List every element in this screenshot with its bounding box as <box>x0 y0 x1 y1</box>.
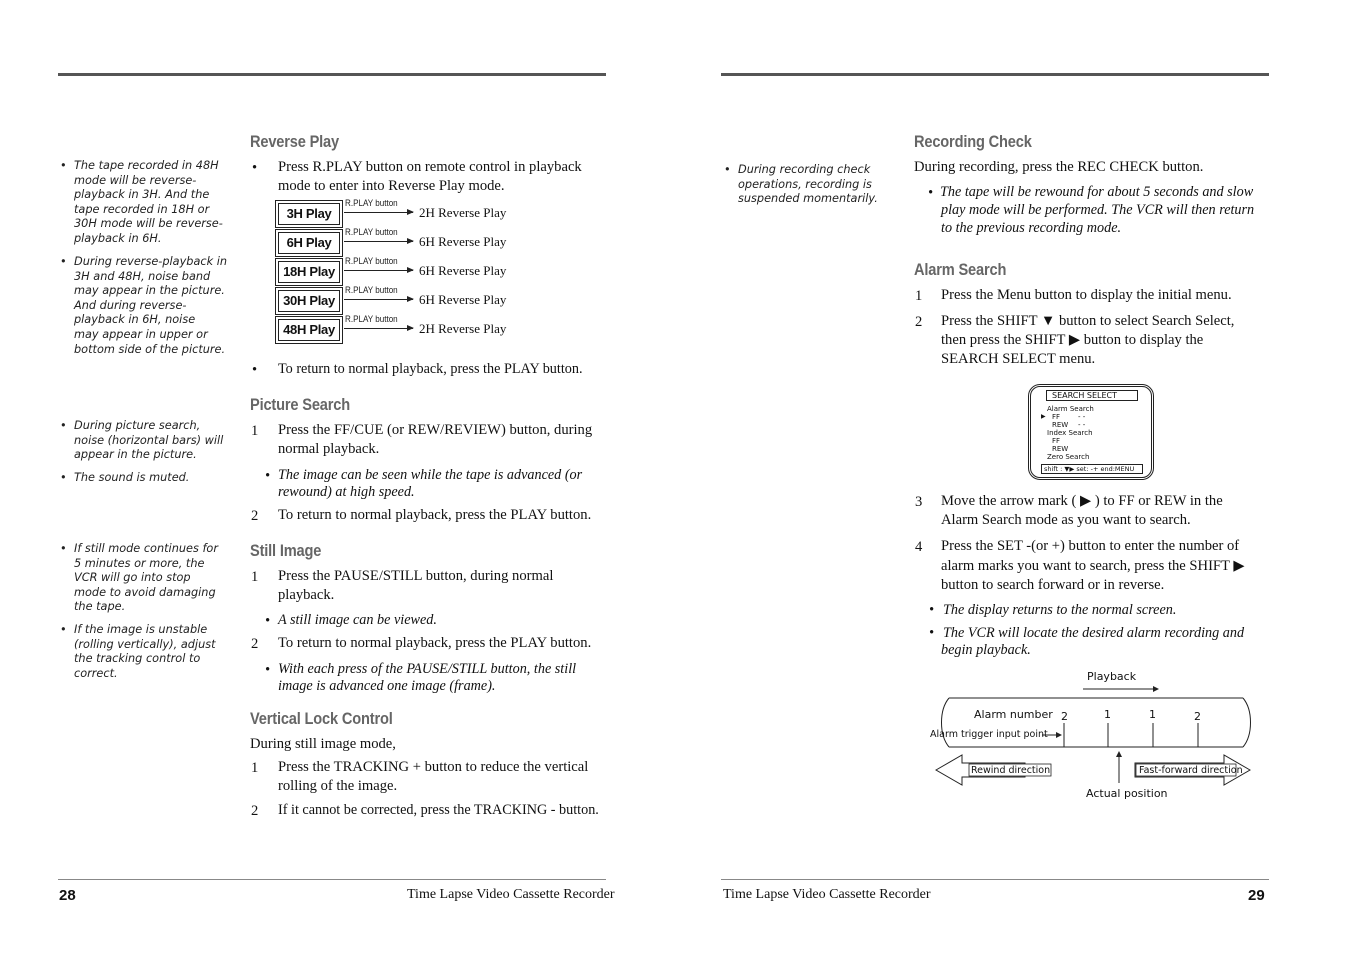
diagram-alarm-number-label: Alarm number <box>974 708 1053 721</box>
vertical-lock-intro: During still image mode, <box>250 736 396 752</box>
diagram-number: 1 <box>1104 708 1111 721</box>
reverse-play-result: 6H Reverse Play <box>419 263 507 278</box>
note-line: suspended momentarily. <box>738 192 878 206</box>
reverse-play-intro-line-2: mode to enter into Reverse Play mode. <box>278 178 505 194</box>
bullet: • <box>724 163 731 176</box>
step-number: 2 <box>251 803 259 819</box>
vertical-lock-heading: Vertical Lock Control <box>250 709 393 728</box>
note-line: During recording check <box>738 163 871 176</box>
note-line: VCR will go into stop <box>74 571 191 585</box>
sidebar-note <box>60 159 234 247</box>
picture-search-step2: To return to normal playback, press the PLAY button. <box>278 507 592 523</box>
note-line: bottom side of the picture. <box>74 342 226 356</box>
screen-title: SEARCH SELECT <box>1046 390 1138 401</box>
bullet: • <box>60 255 67 268</box>
arrow-right-icon <box>344 299 413 300</box>
note-line: may appear in the picture. <box>74 284 225 298</box>
note-line: During picture search, <box>74 419 201 432</box>
note-line: may appear in upper or <box>74 327 208 341</box>
right-top-rule <box>721 73 1269 76</box>
bullet: • <box>265 468 270 484</box>
reverse-play-result: 2H Reverse Play <box>419 321 507 336</box>
rplay-button-label: R.PLAY button <box>345 198 398 209</box>
vertical-lock-step1-line-2: rolling of the image. <box>278 778 398 794</box>
picture-search-heading: Picture Search <box>250 395 350 414</box>
page-number-right: 29 <box>1248 887 1265 904</box>
rplay-button-label: R.PLAY button <box>345 227 398 238</box>
step-number: 2 <box>251 636 259 652</box>
diagram-fast-forward-label: Fast-forward direction <box>1139 765 1243 776</box>
note-line: And during reverse- <box>74 298 187 312</box>
alarm-search-note2-line-2: begin playback. <box>941 642 1031 658</box>
reverse-play-result: 6H Reverse Play <box>419 292 507 307</box>
note-line: The tape recorded in 48H <box>74 159 219 172</box>
alarm-search-step3-line-2: Alarm Search mode as you want to search. <box>941 512 1191 528</box>
recording-check-note-line-1: The tape will be rewound for about 5 seconds and slow <box>940 184 1254 200</box>
diagram-actual-position-label: Actual position <box>1086 787 1168 800</box>
bullet: • <box>252 160 258 176</box>
sidebar-note <box>60 542 234 615</box>
rplay-button-label: R.PLAY button <box>345 256 398 267</box>
note-line: If still mode continues for <box>74 542 218 555</box>
step-number: 3 <box>915 494 923 510</box>
note-line: mode to avoid damaging <box>74 585 216 599</box>
diagram-number: 2 <box>1194 710 1201 723</box>
bullet: • <box>252 362 258 378</box>
alarm-search-step2-line-2: then press the SHIFT ▶ button to display the <box>941 332 1204 348</box>
reverse-play-result: 6H Reverse Play <box>419 234 507 249</box>
right-sidebar-note <box>724 163 888 207</box>
alarm-search-step2-line-1: Press the SHIFT ▼ button to select Search Select, <box>941 313 1235 329</box>
alarm-search-step4-line-3: button to search forward or in reverse. <box>941 577 1165 593</box>
screen-line: FF <box>1052 413 1061 421</box>
alarm-search-heading: Alarm Search <box>914 260 1007 279</box>
reverse-play-result: 2H Reverse Play <box>419 205 507 220</box>
diagram-playback-label: Playback <box>1087 670 1137 683</box>
reverse-play-intro-line-1: Press R.PLAY button on remote control in playback <box>278 159 582 175</box>
still-image-step2: To return to normal playback, press the PLAY button. <box>278 635 592 651</box>
screen-cursor-icon: ▶ <box>1041 413 1046 420</box>
alarm-search-step2-line-3: SEARCH SELECT menu. <box>941 351 1096 367</box>
left-top-rule <box>58 73 606 76</box>
picture-search-note-line-2: rewound) at high speed. <box>278 484 415 500</box>
alarm-search-step4-line-2: alarm marks you want to search, press the SHIFT ▶ <box>941 558 1245 574</box>
screen-line: REW <box>1052 445 1069 453</box>
alarm-search-step4-line-1: Press the SET -(or +) button to enter the number of <box>941 538 1240 554</box>
bullet: • <box>60 419 67 432</box>
vertical-lock-step1-line-1: Press the TRACKING + button to reduce the vertical <box>278 759 589 775</box>
rplay-button-label: R.PLAY button <box>345 314 398 325</box>
arrow-right-icon <box>344 212 413 213</box>
arrow-right-icon <box>344 270 413 271</box>
bullet: • <box>265 662 270 678</box>
play-mode-box: 18H Play <box>278 261 340 283</box>
screen-line: REW <box>1052 421 1069 429</box>
note-line: playback in 6H. <box>74 231 162 245</box>
note-line: During reverse-playback in <box>74 255 228 268</box>
step-number: 1 <box>251 760 259 776</box>
sidebar-note <box>60 471 234 486</box>
alarm-search-note2-line-1: The VCR will locate the desired alarm recording and <box>943 625 1245 641</box>
note-line: The sound is muted. <box>74 471 190 484</box>
note-line: 5 minutes or more, the <box>74 556 205 570</box>
note-line: the tracking control to <box>74 652 201 666</box>
diagram-rewind-label: Rewind direction <box>971 765 1051 776</box>
reverse-play-return-text: To return to normal playback, press the PLAY button. <box>278 361 583 377</box>
footer-title-right: Time Lapse Video Cassette Recorder <box>723 887 931 902</box>
diagram-number: 2 <box>1061 710 1068 723</box>
recording-check-note-line-2: play mode will be performed. The VCR will then return <box>941 202 1255 218</box>
note-line: mode will be reverse- <box>74 173 197 187</box>
bullet: • <box>929 625 934 641</box>
bullet: • <box>60 542 67 555</box>
bullet: • <box>928 185 933 201</box>
step-number: 1 <box>251 569 259 585</box>
recording-check-intro: During recording, press the REC CHECK button. <box>914 159 1204 175</box>
bullet: • <box>60 623 67 636</box>
still-image-note2-line-1: With each press of the PAUSE/STILL button, the still <box>278 661 577 677</box>
diagram-number: 1 <box>1149 708 1156 721</box>
diagram-trigger-label: Alarm trigger input point <box>930 729 1048 740</box>
footer-title-left: Time Lapse Video Cassette Recorder <box>407 887 615 902</box>
picture-search-step1-line-1: Press the FF/CUE (or REW/REVIEW) button, during <box>278 422 593 438</box>
still-image-note1: A still image can be viewed. <box>278 612 437 628</box>
screen-line: Zero Search <box>1047 453 1090 461</box>
right-bottom-rule <box>721 879 1269 880</box>
note-line: playback in 3H. And the <box>74 188 210 202</box>
sidebar-note <box>60 623 234 681</box>
sidebar-note <box>60 255 234 357</box>
note-line: correct. <box>74 666 118 680</box>
note-line: operations, recording is <box>738 177 872 191</box>
note-line: noise (horizontal bars) will <box>74 433 224 447</box>
screen-line: Alarm Search <box>1047 405 1094 413</box>
alarm-search-note1: The display returns to the normal screen. <box>943 602 1177 618</box>
screen-line: Index Search <box>1047 429 1093 437</box>
play-mode-box: 48H Play <box>278 319 340 341</box>
step-number: 2 <box>915 314 923 330</box>
note-line: playback in 6H, noise <box>74 313 196 327</box>
still-image-step1-line-1: Press the PAUSE/STILL button, during normal <box>278 568 554 584</box>
still-image-step1-line-2: playback. <box>278 587 335 603</box>
alarm-search-step3-line-1: Move the arrow mark ( ▶ ) to FF or REW in the <box>941 493 1223 509</box>
play-mode-box: 3H Play <box>278 203 340 225</box>
sidebar-note <box>60 419 234 463</box>
left-bottom-rule <box>58 879 606 880</box>
note-line: the tape. <box>74 600 126 614</box>
step-number: 4 <box>915 539 923 555</box>
note-line: appear in the picture. <box>74 448 197 462</box>
note-line: 3H and 48H, noise band <box>74 269 211 283</box>
bullet: • <box>265 613 270 629</box>
note-line: If the image is unstable <box>74 623 208 636</box>
page-number-left: 28 <box>59 887 76 904</box>
step-number: 1 <box>915 288 923 304</box>
note-line: 30H mode will be reverse- <box>74 217 223 231</box>
note-line: (rolling vertically), adjust <box>74 637 216 651</box>
still-image-note2-line-2: image is advanced one image (frame). <box>278 678 496 694</box>
note-line: tape recorded in 18H or <box>74 202 210 216</box>
still-image-heading: Still Image <box>250 541 322 560</box>
search-select-screen <box>1030 386 1152 478</box>
arrow-right-icon <box>344 241 413 242</box>
arrow-right-icon <box>344 328 413 329</box>
recording-check-note-line-3: to the previous recording mode. <box>941 220 1122 236</box>
step-number: 1 <box>251 423 259 439</box>
vertical-lock-step2: If it cannot be corrected, press the TRACKING - button. <box>278 802 599 818</box>
picture-search-step1-line-2: normal playback. <box>278 441 380 457</box>
rplay-button-label: R.PLAY button <box>345 285 398 296</box>
screen-rew-value: - - <box>1078 421 1086 429</box>
bullet: • <box>60 471 67 484</box>
bullet: • <box>929 602 934 618</box>
play-mode-box: 30H Play <box>278 290 340 312</box>
reverse-play-heading: Reverse Play <box>250 132 339 151</box>
bullet: • <box>60 159 67 172</box>
step-number: 2 <box>251 508 259 524</box>
screen-bottom-bar: shift : ▼▶ set: -+ end:MENU <box>1041 464 1143 474</box>
screen-ff-value: - - <box>1078 413 1086 421</box>
play-mode-box: 6H Play <box>278 232 340 254</box>
recording-check-heading: Recording Check <box>914 132 1032 151</box>
screen-line: FF <box>1052 437 1061 445</box>
picture-search-note-line-1: The image can be seen while the tape is advanced (or <box>278 467 583 483</box>
alarm-search-step1: Press the Menu button to display the initial menu. <box>941 287 1232 303</box>
